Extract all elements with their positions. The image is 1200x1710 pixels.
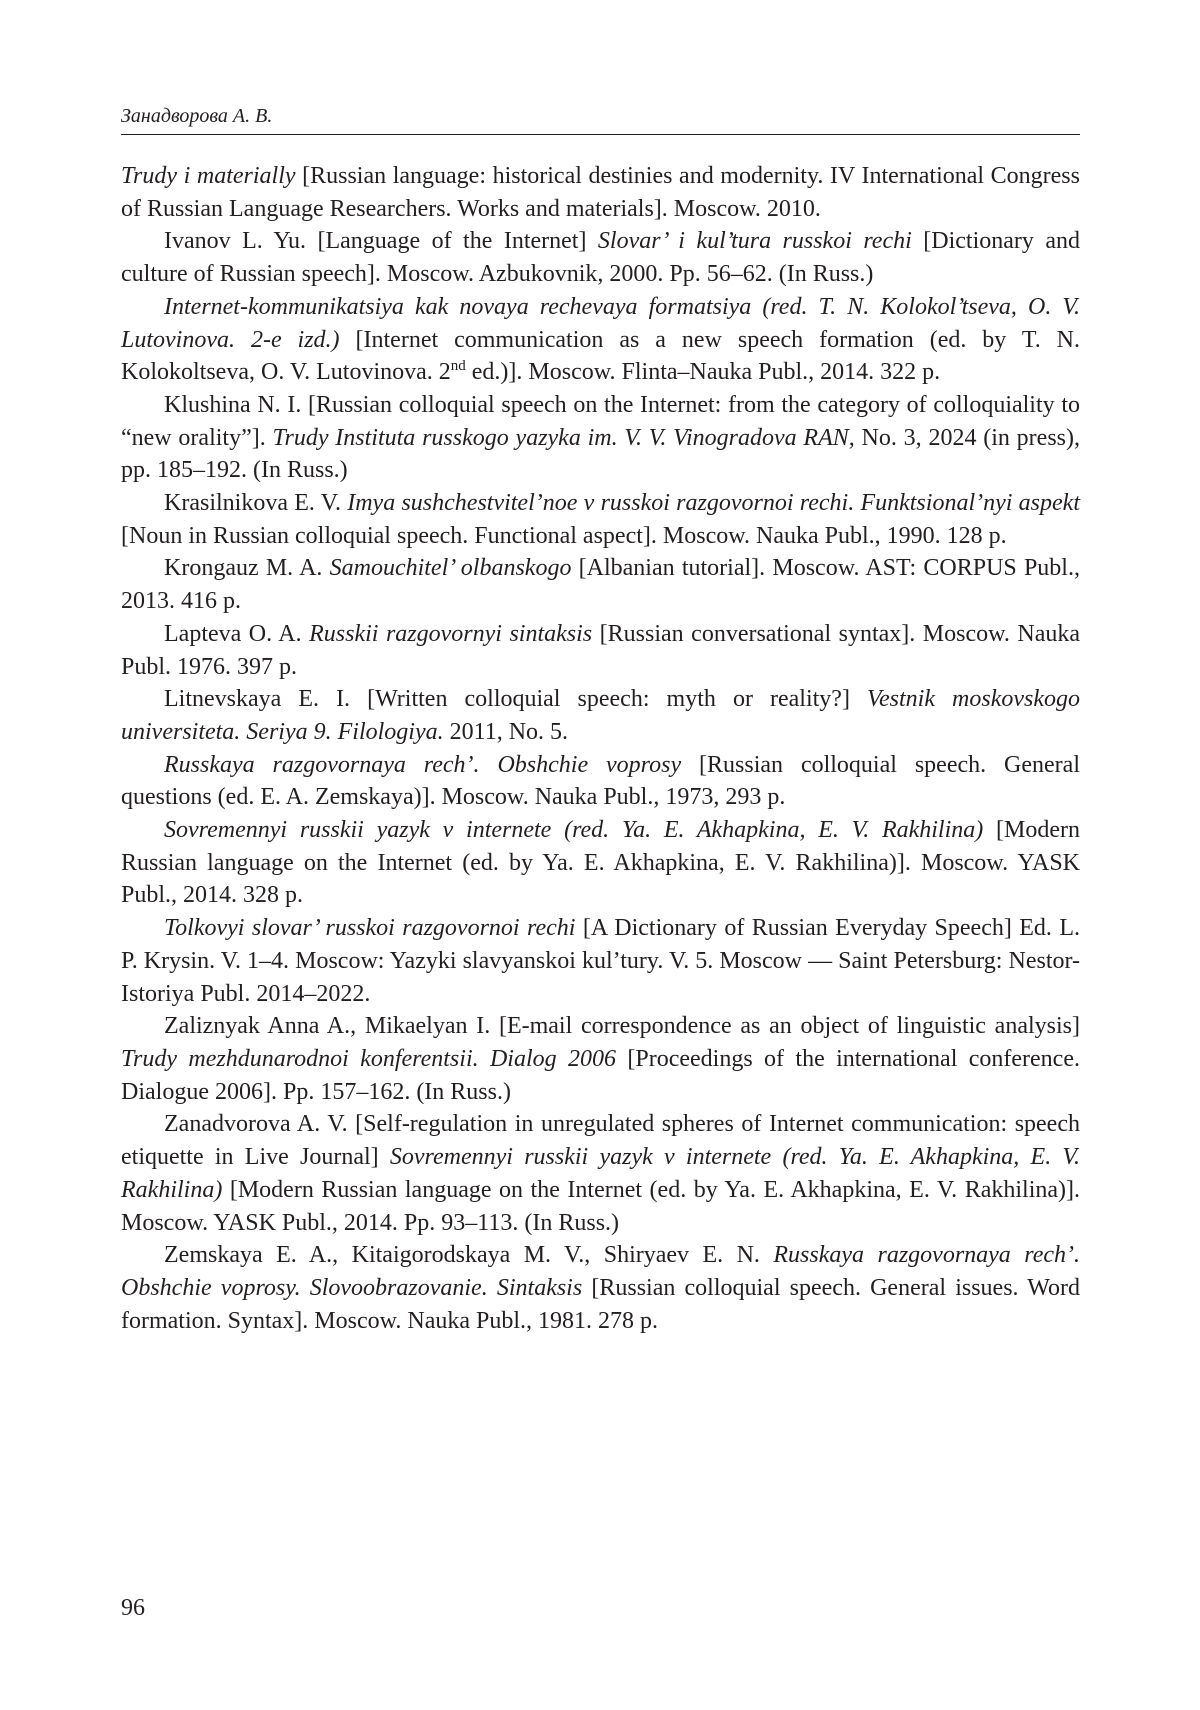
reference-text: Klushina N. I. [Russian colloquial speech on the Internet: from the category of colloquiality to “new orality”].: [121, 391, 1080, 451]
reference-text: Krasilnikova E. V.: [164, 490, 348, 517]
reference-text: 2011, No. 5.: [443, 718, 569, 745]
reference-title: Sovremennyi russkii yazyk v internete (red. Ya. E. Akhapkina, E. V. Rakhilina): [121, 1144, 1081, 1203]
reference-item: [121, 618, 1080, 683]
page-number: 96: [121, 1595, 145, 1621]
reference-text: ed.)]. Moscow. Flinta–Nauka Publ., 2014. 322 p.: [465, 359, 941, 386]
reference-text: [Modern Russian language on the Internet (ed. by Ya. E. Akhapkina, E. V. Rakhilina)]. Moscow. YASK Publ., 2014. 328 p.: [121, 817, 1080, 909]
reference-title: Russkaya razgovornaya rech’. Obshchie voprosy: [164, 751, 682, 778]
reference-text: [Dictionary and culture of Russian speech]. Moscow. Azbukovnik, 2000. Pp. 56–62. (In Russ.): [121, 228, 1080, 288]
reference-text: [Internet communication as a new speech formation (ed. by T. N. Kolokoltseva, O. V. Lutovinova. 2: [121, 326, 1081, 386]
reference-text: Lapteva O. A.: [164, 620, 310, 647]
reference-item: [121, 912, 1080, 1010]
reference-text: [Noun in Russian colloquial speech. Functional aspect]. Moscow. Nauka Publ., 1990. 128 p.: [121, 522, 1007, 549]
reference-title: Imya sushchestvitel’noe v russkoi razgovornoi rechi. Funktsional’nyi aspekt: [347, 490, 1080, 517]
reference-text: Zemskaya E. A., Kitaigorodskaya M. V., Shiryaev E. N.: [164, 1242, 774, 1269]
reference-title: Trudy i materially: [121, 163, 296, 189]
reference-title: Russkaya razgovornaya rech’. Obshchie voprosy. Slovoobrazovanie. Sintaksis: [121, 1242, 1080, 1301]
reference-text: [A Dictionary of Russian Everyday Speech] Ed. L. P. Krysin. V. 1–4. Moscow: Yazyki slavyanskoi kul’tury. V. 5. Moscow — Saint Petersburg: Nestor-Istoriya Publ. 2014–2022.: [121, 915, 1080, 1007]
reference-item: [121, 683, 1080, 748]
reference-item: [121, 749, 1080, 814]
reference-item: [121, 160, 1080, 225]
ordinal-superscript: nd: [450, 358, 466, 375]
reference-item: [121, 389, 1080, 487]
reference-text: Krongauz M. A.: [164, 555, 330, 582]
reference-text: [Proceedings of the international conference. Dialogue 2006]. Pp. 157–162. (In Russ.): [121, 1045, 1080, 1105]
reference-title: Slovar’ i kul’tura russkoi rechi: [597, 228, 912, 255]
reference-text: No. 3, 2024 (in press), pp. 185–192. (In Russ.): [121, 424, 1080, 484]
reference-title: Trudy Instituta russkogo yazyka im. V. V. Vinogradova RAN,: [272, 424, 855, 451]
reference-text: [Russian language: historical destinies and modernity. IV International Congress of Russian Language Researchers. Works and materials]. Moscow. 2010.: [121, 163, 1080, 222]
reference-title: Tolkovyi slovar’ russkoi razgovornoi rechi: [164, 915, 576, 942]
reference-text: [Albanian tutorial]. Moscow. AST: CORPUS Publ., 2013. 416 p.: [121, 555, 1080, 615]
reference-item: [121, 1108, 1080, 1239]
reference-item: [121, 1010, 1080, 1108]
reference-item: [121, 1239, 1080, 1337]
reference-item: [121, 487, 1080, 552]
reference-title: Samouchitel’ olbanskogo: [329, 555, 572, 582]
reference-text: Zanadvorova A. V. [Self-regulation in unregulated spheres of Internet communication: speech etiquette in Live Journal]: [121, 1111, 1080, 1171]
reference-item: [121, 552, 1080, 617]
reference-item: [121, 814, 1080, 912]
reference-title: Sovremennyi russkii yazyk v internete (red. Ya. E. Akhapkina, E. V. Rakhilina): [164, 817, 984, 844]
reference-text: Ivanov L. Yu. [Language of the Internet]: [164, 228, 598, 255]
reference-text: [Russian colloquial speech. General questions (ed. E. A. Zemskaya)]. Moscow. Nauka Publ., 1973, 293 p.: [121, 751, 1080, 811]
reference-text: [Modern Russian language on the Internet (ed. by Ya. E. Akhapkina, E. V. Rakhilina)]. Moscow. YASK Publ., 2014. Pp. 93–113. (In Russ.): [121, 1176, 1080, 1236]
reference-text: [Russian conversational syntax]. Moscow. Nauka Publ. 1976. 397 p.: [121, 620, 1081, 680]
reference-text: Litnevskaya E. I. [Written colloquial speech: myth or reality?]: [164, 686, 867, 713]
reference-text: [Russian colloquial speech. General issues. Word formation. Syntax]. Moscow. Nauka Publ., 1981. 278 p.: [121, 1274, 1080, 1334]
reference-item: [121, 225, 1080, 290]
reference-title: Internet-kommunikatsiya kak novaya rechevaya formatsiya (red. T. N. Kolokol’tseva, O. V. Lutovinova. 2-e izd.): [121, 293, 1080, 353]
reference-item: [121, 291, 1080, 389]
reference-title: Russkii razgovornyi sintaksis: [309, 620, 593, 647]
reference-text: Zaliznyak Anna A., Mikaelyan I. [E-mail correspondence as an object of linguistic analysis]: [164, 1013, 1080, 1040]
reference-list: [121, 160, 1080, 1337]
reference-title: Vestnik moskovskogo universiteta. Seriya 9. Filologiya.: [121, 686, 1080, 745]
running-head: Занадворова А. В.: [121, 100, 1080, 135]
reference-title: Trudy mezhdunarodnoi konferentsii. Dialog 2006: [121, 1045, 617, 1072]
